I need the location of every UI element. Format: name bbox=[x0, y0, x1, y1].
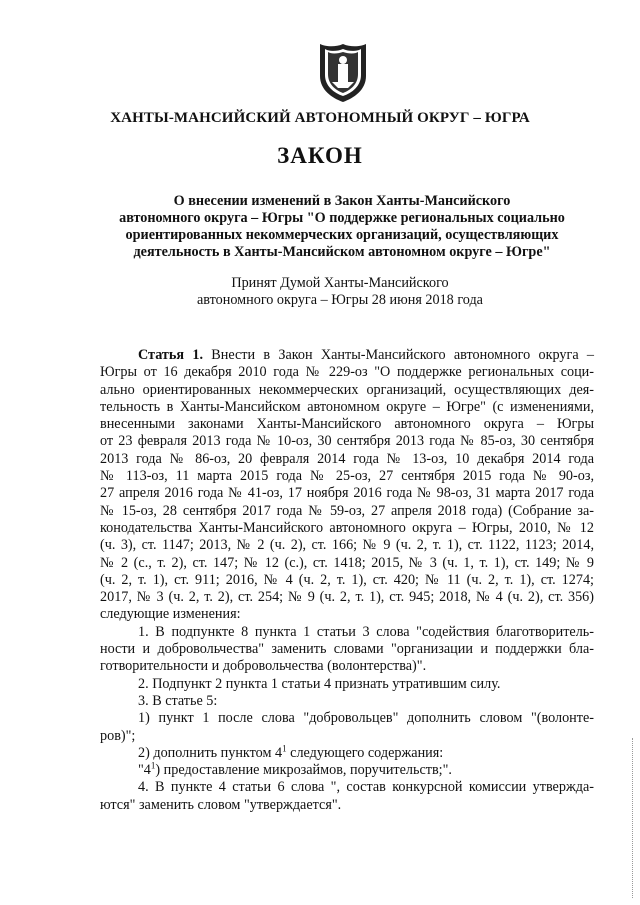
article-first-line-text: Внести в Закон Ханты-Мансийского автономного округа – bbox=[211, 347, 595, 363]
article-line: ально ориентированных некоммерческих организаций, осуществляющих дея- bbox=[100, 381, 594, 398]
adoption-line: Принят Думой Ханты-Мансийского bbox=[231, 275, 449, 291]
scan-edge-marks bbox=[632, 738, 635, 898]
item-3-2-line bbox=[100, 745, 594, 762]
article-line: (ч. 2, т. 1), ст. 911; 2016, № 4 (ч. 2, т. 1), ст. 420; № 11 (ч. 2, т. 1), ст. 1274; bbox=[100, 571, 594, 588]
item-3-2-text: 2) дополнить пунктом 4 bbox=[138, 744, 283, 761]
item-3-1-line: ров)"; bbox=[100, 727, 136, 744]
item-1-line: ности и добровольчества" заменить словами "организации и поддержки бла- bbox=[100, 641, 594, 658]
document-type-heading: ЗАКОН bbox=[277, 143, 363, 168]
article-line: конодательства Ханты-Мансийского автономного округа – Югры, 2010, № 12 bbox=[100, 519, 594, 536]
item-4-line: ются" заменить словом "утверждается". bbox=[100, 796, 342, 813]
adoption-line: автономного округа – Югры 28 июня 2018 года bbox=[197, 292, 483, 308]
item-3-2-text-end: следующего содержания: bbox=[286, 744, 444, 761]
article-line: следующие изменения: bbox=[100, 606, 241, 623]
item-2-line: 2. Подпункт 2 пункта 1 статьи 4 признать утратившим силу. bbox=[138, 675, 501, 692]
law-title-line: ориентированных некоммерческих организаций, осуществляющих bbox=[125, 227, 559, 243]
law-title-line: автономного округа – Югры "О поддержке региональных социально bbox=[119, 210, 565, 226]
item-1-line: 1. В подпункте 8 пункта 1 статьи 3 слова "содействия благотворитель- bbox=[138, 623, 594, 640]
law-title-line: О внесении изменений в Закон Ханты-Мансийского bbox=[173, 193, 511, 209]
article-line: Югры от 16 декабря 2010 года № 229-оз "О поддержке региональных соци- bbox=[100, 364, 594, 381]
quote-text: "4 bbox=[138, 762, 151, 779]
article-line: от 23 февраля 2013 года № 10-оз, 30 сентября 2013 года № 85-оз, 30 сентября bbox=[100, 433, 594, 450]
item-3-1-line: 1) пункт 1 после слова "добровольцев" дополнить словом "(волонте- bbox=[138, 710, 594, 727]
article-line: (ч. 3), ст. 1147; 2013, № 2 (ч. 2), ст. 166; № 9 (ч. 2, т. 1), ст. 1122, 1123; 2014, bbox=[100, 537, 594, 554]
coat-of-arms-icon bbox=[318, 42, 368, 104]
article-line: 27 апреля 2016 года № 41-оз, 17 ноября 2016 года № 98-оз, 31 марта 2017 года bbox=[100, 485, 594, 502]
article-label: Статья 1. bbox=[138, 347, 203, 363]
superscript: 1 bbox=[282, 743, 287, 754]
article-first-line bbox=[100, 347, 594, 364]
article-line: внесенными законами Ханты-Мансийского автономного округа – Югры bbox=[100, 416, 594, 433]
article-line: 2017, № 3 (ч. 2, т. 2), ст. 254; № 9 (ч. 2, т. 1), ст. 945; 2018, № 4 (ч. 2), ст. 356) bbox=[100, 589, 594, 606]
region-heading: ХАНТЫ-МАНСИЙСКИЙ АВТОНОМНЫЙ ОКРУГ – ЮГРА bbox=[110, 110, 530, 126]
article-line: № 15-оз, 28 сентября 2017 года № 59-оз, 27 апреля 2018 года) (Собрание за- bbox=[100, 502, 594, 519]
superscript: 1 bbox=[150, 760, 156, 771]
item-3-2-quote-line bbox=[100, 762, 594, 779]
adoption-note bbox=[160, 275, 520, 309]
law-title bbox=[100, 193, 584, 261]
article-line: тельность в Ханты-Мансийском автономном округе – Югре" (с изменениями, bbox=[100, 398, 594, 415]
quote-text-end: ) предоставление микрозаймов, поручительств;". bbox=[155, 762, 452, 779]
law-title-line: деятельность в Ханты-Мансийском автономном округе – Югре" bbox=[133, 244, 551, 260]
item-4-line: 4. В пункте 4 статьи 6 слова ", состав конкурсной комиссии утвержда- bbox=[138, 779, 594, 796]
item-3-line: 3. В статье 5: bbox=[138, 692, 218, 709]
item-1-line: готворительности и добровольчества (волонтерства)". bbox=[100, 658, 427, 675]
article-line: № 2 (с., т. 2), ст. 147; № 12 (с.), ст. 1418; 2015, № 3 (ч. 1, т. 1), ст. 149; № 9 bbox=[100, 554, 594, 571]
article-line: 2013 года № 86-оз, 20 февраля 2014 года № 13-оз, 10 декабря 2014 года bbox=[100, 450, 594, 467]
article-body bbox=[100, 347, 594, 814]
article-line: № 113-оз, 11 марта 2015 года № 25-оз, 27 сентября 2015 года № 90-оз, bbox=[100, 468, 594, 485]
